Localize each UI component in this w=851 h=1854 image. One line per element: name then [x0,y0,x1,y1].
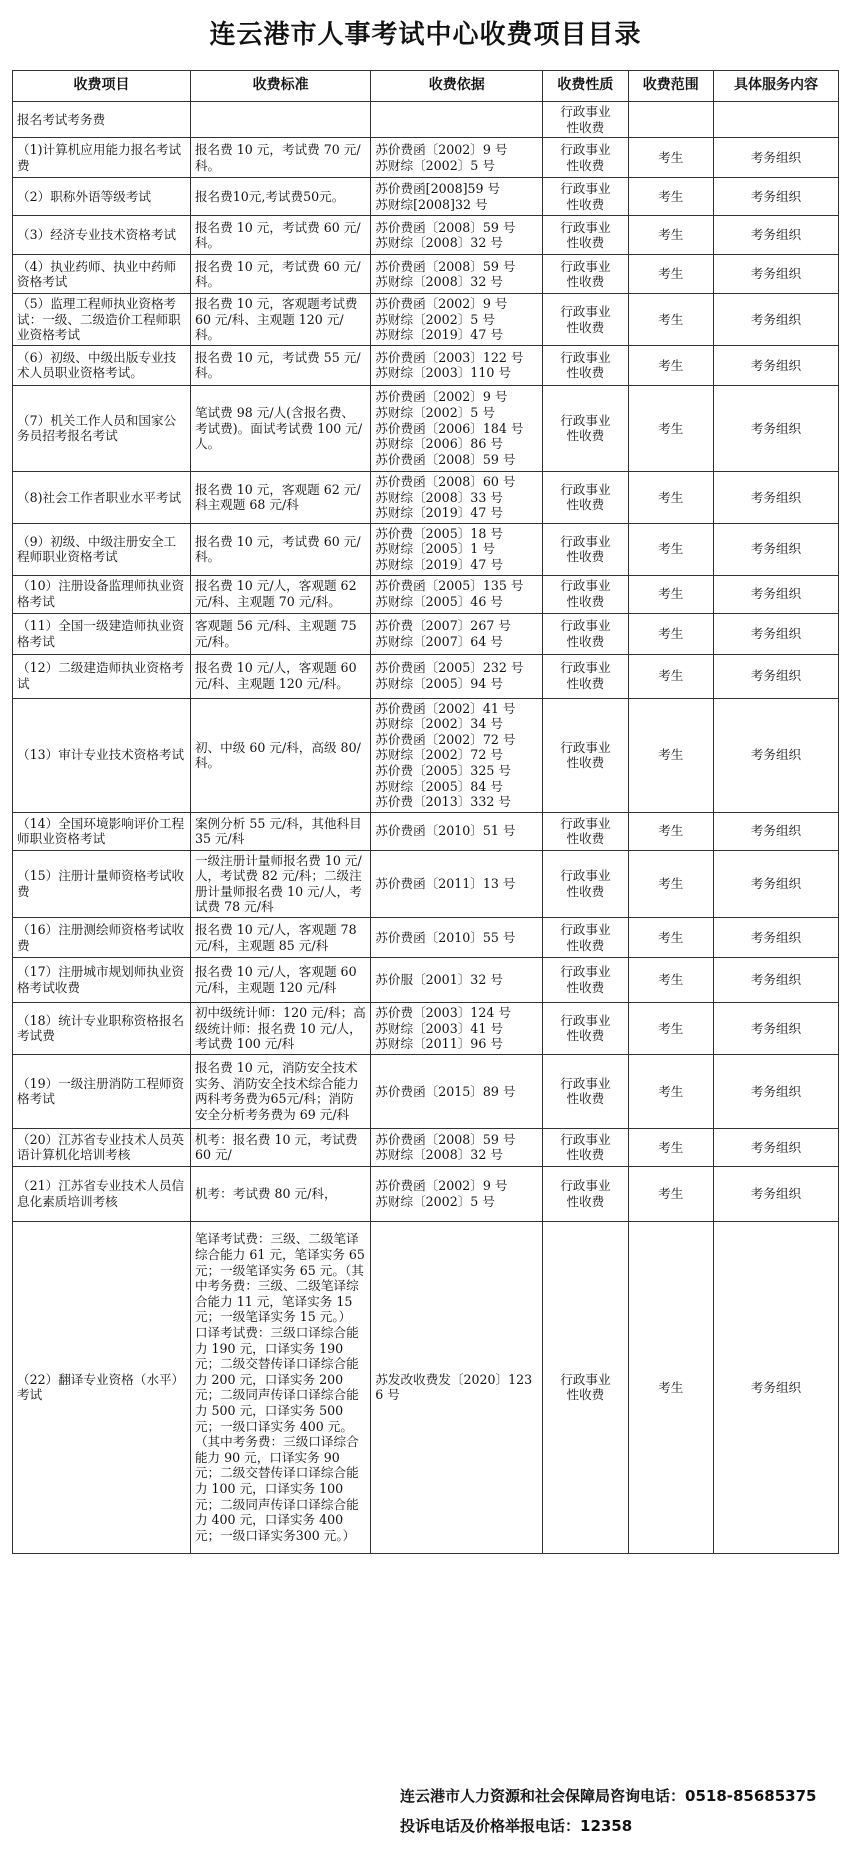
fee-nature-cell: 行政事业 性收费 [543,918,628,958]
fee-item-cell: （9）初级、中级注册安全工程师职业资格考试 [13,523,191,575]
fee-basis-cell: 苏价费函〔2002〕9 号 苏财综〔2002〕5 号 苏价费函〔2006〕184 号 苏财综〔2006〕86 号 苏价费函〔2008〕59 号 [371,385,543,471]
fee-standard-cell: 报名费 10 元，考试费 55 元/科。 [190,345,370,385]
consult-phone: 连云港市人力资源和社会保障局咨询电话：0518-85685375 [400,1787,817,1805]
fee-basis-cell: 苏价费函〔2008〕59 号 苏财综〔2008〕32 号 [371,216,543,255]
fee-standard-cell: 报名费 10 元，考试费 70 元/科。 [190,138,370,178]
fee-item-cell: （19）一级注册消防工程师资格考试 [13,1054,191,1128]
table-row [13,345,839,385]
table-row [13,385,839,471]
fee-standard-cell: 报名费 10 元，客观题 62 元/科主观题 68 元/科 [190,471,370,523]
fee-standard-cell: 初中级统计师：120 元/科；高级统计师：报名费 10 元/人，考试费 100 元/科 [190,1003,370,1055]
fee-item-cell: （16）注册测绘师资格考试收费 [13,918,191,958]
fee-basis-cell: 苏价费函〔2008〕59 号 苏财综〔2008〕32 号 [371,1128,543,1166]
fee-service-cell: 考务组织 [713,698,838,812]
fee-item-cell: （15）注册计量师资格考试收费 [13,850,191,917]
fee-service-cell: 考务组织 [713,345,838,385]
fee-item-cell: （7）机关工作人员和国家公务员招考报名考试 [13,385,191,471]
fee-nature-cell: 行政事业 性收费 [543,294,628,346]
fee-nature-cell: 行政事业 性收费 [543,958,628,1003]
fee-item-cell: （1)计算机应用能力报名考试费 [13,138,191,178]
fee-service-cell: 考务组织 [713,613,838,654]
fee-nature-cell: 行政事业 性收费 [543,523,628,575]
fee-basis-cell: 苏价费函〔2002〕9 号 苏财综〔2002〕5 号 苏财综〔2019〕47 号 [371,294,543,346]
fee-basis-cell: 苏价费函〔2008〕59 号 苏财综〔2008〕32 号 [371,255,543,294]
fee-item-cell: （13）审计专业技术资格考试 [13,698,191,812]
fee-basis-cell: 苏价费函〔2002〕9 号 苏财综〔2002〕5 号 [371,1166,543,1221]
fee-item-cell: （10）注册设备监理师执业资格考试 [13,575,191,613]
header-item: 收费项目 [13,71,191,102]
fee-basis-cell: 苏价费函〔2003〕122 号 苏财综〔2003〕110 号 [371,345,543,385]
fee-standard-cell: 笔译考试费：三级、二级笔译综合能力 61 元，笔译实务 65 元；一级笔译实务 65 元。（其中考务费：三级、二级笔译综合能力 11 元，笔译实务 15 元；一级笔译实务 15 元。） 口译考试费：三级口译综合能力 190 元，口译实务 190 元；二级交替传译口译综合能力 200 元，口译实务 200 元；二级同声传译口译综合能力 500 元，口译实务 500 元；一级口译实务 400 元。（其中考务费：三级口译综合能力 90 元，口译实务 90 元；二级交替传译口译综合能力 100 元，口译实务 100 元；二级同声传译口译综合能力 400 元，口译实务 400 元；一级口译实务300 元。） [190,1221,370,1553]
fee-nature-cell: 行政事业 性收费 [543,654,628,698]
fee-scope-cell: 考生 [628,1003,713,1055]
fee-basis-cell [371,102,543,138]
fee-scope-cell: 考生 [628,654,713,698]
fee-service-cell: 考务组织 [713,654,838,698]
fee-service-cell: 考务组织 [713,812,838,850]
fee-standard-cell: 报名费10元,考试费50元。 [190,178,370,216]
fee-scope-cell: 考生 [628,918,713,958]
table-row [13,575,839,613]
complaint-phone: 投诉电话及价格举报电话：12358 [400,1817,633,1835]
fee-item-cell: （6）初级、中级出版专业技术人员职业资格考试。 [13,345,191,385]
fee-standard-cell: 报名费 10 元/人，客观题 60 元/科、主观题 120 元/科。 [190,654,370,698]
fee-standard-cell: 一级注册计量师报名费 10 元/人，考试费 82 元/科；二级注册计量师报名费 10 元/人，考试费 78 元/科 [190,850,370,917]
fee-nature-cell: 行政事业 性收费 [543,1166,628,1221]
fee-service-cell: 考务组织 [713,1003,838,1055]
fee-service-cell: 考务组织 [713,918,838,958]
table-row [13,1003,839,1055]
fee-basis-cell: 苏价服〔2001〕32 号 [371,958,543,1003]
fee-nature-cell: 行政事业 性收费 [543,385,628,471]
fee-nature-cell: 行政事业 性收费 [543,178,628,216]
fee-service-cell: 考务组织 [713,216,838,255]
fee-basis-cell: 苏价费函[2008]59 号 苏财综[2008]32 号 [371,178,543,216]
fee-standard-cell: 机考：考试费 80 元/科， [190,1166,370,1221]
table-row [13,812,839,850]
fee-nature-cell: 行政事业 性收费 [543,102,628,138]
fee-nature-cell: 行政事业 性收费 [543,216,628,255]
fee-scope-cell: 考生 [628,958,713,1003]
fee-standard-cell: 报名费 10 元，考试费 60 元/科。 [190,255,370,294]
fee-item-cell: 报名考试考务费 [13,102,191,138]
fee-service-cell: 考务组织 [713,294,838,346]
fee-standard-cell: 报名费 10 元/人，客观题 62 元/科、主观题 70 元/科。 [190,575,370,613]
header-standard: 收费标准 [190,71,370,102]
fee-item-cell: （22）翻译专业资格（水平）考试 [13,1221,191,1553]
fee-nature-cell: 行政事业 性收费 [543,345,628,385]
fee-nature-cell: 行政事业 性收费 [543,850,628,917]
fee-service-cell: 考务组织 [713,958,838,1003]
fee-standard-cell: 报名费 10 元，考试费 60 元/科。 [190,523,370,575]
table-row [13,654,839,698]
fee-scope-cell: 考生 [628,698,713,812]
fee-item-cell: （21）江苏省专业技术人员信息化素质培训考核 [13,1166,191,1221]
fee-scope-cell: 考生 [628,255,713,294]
fee-scope-cell: 考生 [628,1054,713,1128]
header-nature: 收费性质 [543,71,628,102]
page-title: 连云港市人事考试中心收费项目目录 [209,20,642,50]
fee-service-cell: 考务组织 [713,471,838,523]
table-row [13,471,839,523]
table-row [13,958,839,1003]
fee-standard-cell: 报名费 10 元，客观题考试费 60 元/科、主观题 120 元/科。 [190,294,370,346]
fee-item-cell: （14）全国环境影响评价工程师职业资格考试 [13,812,191,850]
fee-basis-cell: 苏价费函〔2008〕60 号 苏财综〔2008〕33 号 苏财综〔2019〕47 号 [371,471,543,523]
fee-item-cell: （2）职称外语等级考试 [13,178,191,216]
fee-standard-cell: 报名费 10 元，考试费 60 元/科。 [190,216,370,255]
table-row [13,294,839,346]
fee-service-cell: 考务组织 [713,850,838,917]
fee-standard-cell: 报名费 10 元，消防安全技术实务、消防安全技术综合能力两科考务费为65元/科；消防安全分析考务费为 69 元/科 [190,1054,370,1128]
fee-service-cell: 考务组织 [713,1221,838,1553]
fee-standard-cell: 报名费 10 元/人，客观题 60 元/科，主观题 120 元/科 [190,958,370,1003]
fee-scope-cell: 考生 [628,1166,713,1221]
fee-basis-cell: 苏价费函〔2005〕232 号 苏财综〔2005〕94 号 [371,654,543,698]
fee-scope-cell: 考生 [628,575,713,613]
fee-nature-cell: 行政事业 性收费 [543,613,628,654]
fee-basis-cell: 苏价费函〔2002〕9 号 苏财综〔2002〕5 号 [371,138,543,178]
fee-scope-cell: 考生 [628,345,713,385]
table-row [13,698,839,812]
fee-item-cell: （12）二级建造师执业资格考试 [13,654,191,698]
table-row [13,102,839,138]
table-row [13,138,839,178]
table-row [13,178,839,216]
fee-item-cell: （5）监理工程师执业资格考试：一级、二级造价工程师职业资格考试 [13,294,191,346]
fee-service-cell: 考务组织 [713,138,838,178]
header-basis: 收费依据 [371,71,543,102]
fee-standard-cell: 笔试费 98 元/人(含报名费、考试费)。面试考试费 100 元/人。 [190,385,370,471]
fee-basis-cell: 苏价费〔2003〕124 号 苏财综〔2003〕41 号 苏财综〔2011〕96 号 [371,1003,543,1055]
fee-standard-cell: 报名费 10 元/人，客观题 78 元/科，主观题 85 元/科 [190,918,370,958]
fee-scope-cell: 考生 [628,613,713,654]
fee-standard-cell: 初、中级 60 元/科，高级 80/科。 [190,698,370,812]
fee-standard-cell: 机考：报名费 10 元，考试费 60 元/ [190,1128,370,1166]
fee-scope-cell: 考生 [628,385,713,471]
fee-service-cell: 考务组织 [713,1128,838,1166]
fee-scope-cell: 考生 [628,471,713,523]
fee-nature-cell: 行政事业 性收费 [543,812,628,850]
fee-nature-cell: 行政事业 性收费 [543,255,628,294]
fee-basis-cell: 苏发改收费发〔2020〕1236 号 [371,1221,543,1553]
fee-basis-cell: 苏价费函〔2005〕135 号 苏财综〔2005〕46 号 [371,575,543,613]
table-row [13,613,839,654]
table-row [13,1054,839,1128]
fee-nature-cell: 行政事业 性收费 [543,471,628,523]
fee-basis-cell: 苏价费函〔2010〕51 号 [371,812,543,850]
fee-basis-cell: 苏价费〔2007〕267 号 苏财综〔2007〕64 号 [371,613,543,654]
fee-basis-cell: 苏价费函〔2015〕89 号 [371,1054,543,1128]
table-row [13,850,839,917]
fee-service-cell: 考务组织 [713,1166,838,1221]
fee-basis-cell: 苏价费〔2005〕18 号 苏财综〔2005〕1 号 苏财综〔2019〕47 号 [371,523,543,575]
fee-scope-cell: 考生 [628,138,713,178]
fee-standard-cell: 客观题 56 元/科、主观题 75 元/科。 [190,613,370,654]
fee-item-cell: （4）执业药师、执业中药师资格考试 [13,255,191,294]
table-row [13,918,839,958]
fee-nature-cell: 行政事业 性收费 [543,1221,628,1553]
fee-nature-cell: 行政事业 性收费 [543,1128,628,1166]
fee-service-cell [713,102,838,138]
fee-basis-cell: 苏价费函〔2010〕55 号 [371,918,543,958]
table-row [13,255,839,294]
fee-scope-cell: 考生 [628,523,713,575]
fee-item-cell: （18）统计专业职称资格报名考试费 [13,1003,191,1055]
fee-item-cell: （8)社会工作者职业水平考试 [13,471,191,523]
fee-scope-cell: 考生 [628,216,713,255]
fee-basis-cell: 苏价费函〔2011〕13 号 [371,850,543,917]
table-row [13,1221,839,1553]
table-row [13,216,839,255]
header-service: 具体服务内容 [713,71,838,102]
table-row [13,523,839,575]
fee-service-cell: 考务组织 [713,178,838,216]
fee-service-cell: 考务组织 [713,385,838,471]
fee-nature-cell: 行政事业 性收费 [543,138,628,178]
fee-nature-cell: 行政事业 性收费 [543,575,628,613]
table-header-row [13,71,839,102]
fee-scope-cell: 考生 [628,812,713,850]
fee-table [12,70,839,1554]
fee-basis-cell: 苏价费函〔2002〕41 号 苏财综〔2002〕34 号 苏价费函〔2002〕72 号 苏财综〔2002〕72 号 苏价费〔2005〕325 号 苏财综〔2005〕84 号 苏价费〔2013〕332 号 [371,698,543,812]
fee-standard-cell [190,102,370,138]
header-scope: 收费范围 [628,71,713,102]
fee-scope-cell: 考生 [628,1128,713,1166]
fee-scope-cell: 考生 [628,1221,713,1553]
fee-service-cell: 考务组织 [713,1054,838,1128]
fee-item-cell: （11）全国一级建造师执业资格考试 [13,613,191,654]
fee-item-cell: （17）注册城市规划师执业资格考试收费 [13,958,191,1003]
table-row [13,1128,839,1166]
fee-scope-cell: 考生 [628,294,713,346]
fee-scope-cell: 考生 [628,178,713,216]
fee-service-cell: 考务组织 [713,575,838,613]
fee-scope-cell [628,102,713,138]
fee-nature-cell: 行政事业 性收费 [543,1054,628,1128]
fee-item-cell: （3）经济专业技术资格考试 [13,216,191,255]
fee-standard-cell: 案例分析 55 元/科，其他科目 35 元/科 [190,812,370,850]
fee-scope-cell: 考生 [628,850,713,917]
fee-nature-cell: 行政事业 性收费 [543,698,628,812]
fee-service-cell: 考务组织 [713,255,838,294]
fee-nature-cell: 行政事业 性收费 [543,1003,628,1055]
fee-item-cell: （20）江苏省专业技术人员英语计算机化培训考核 [13,1128,191,1166]
table-row [13,1166,839,1221]
fee-service-cell: 考务组织 [713,523,838,575]
